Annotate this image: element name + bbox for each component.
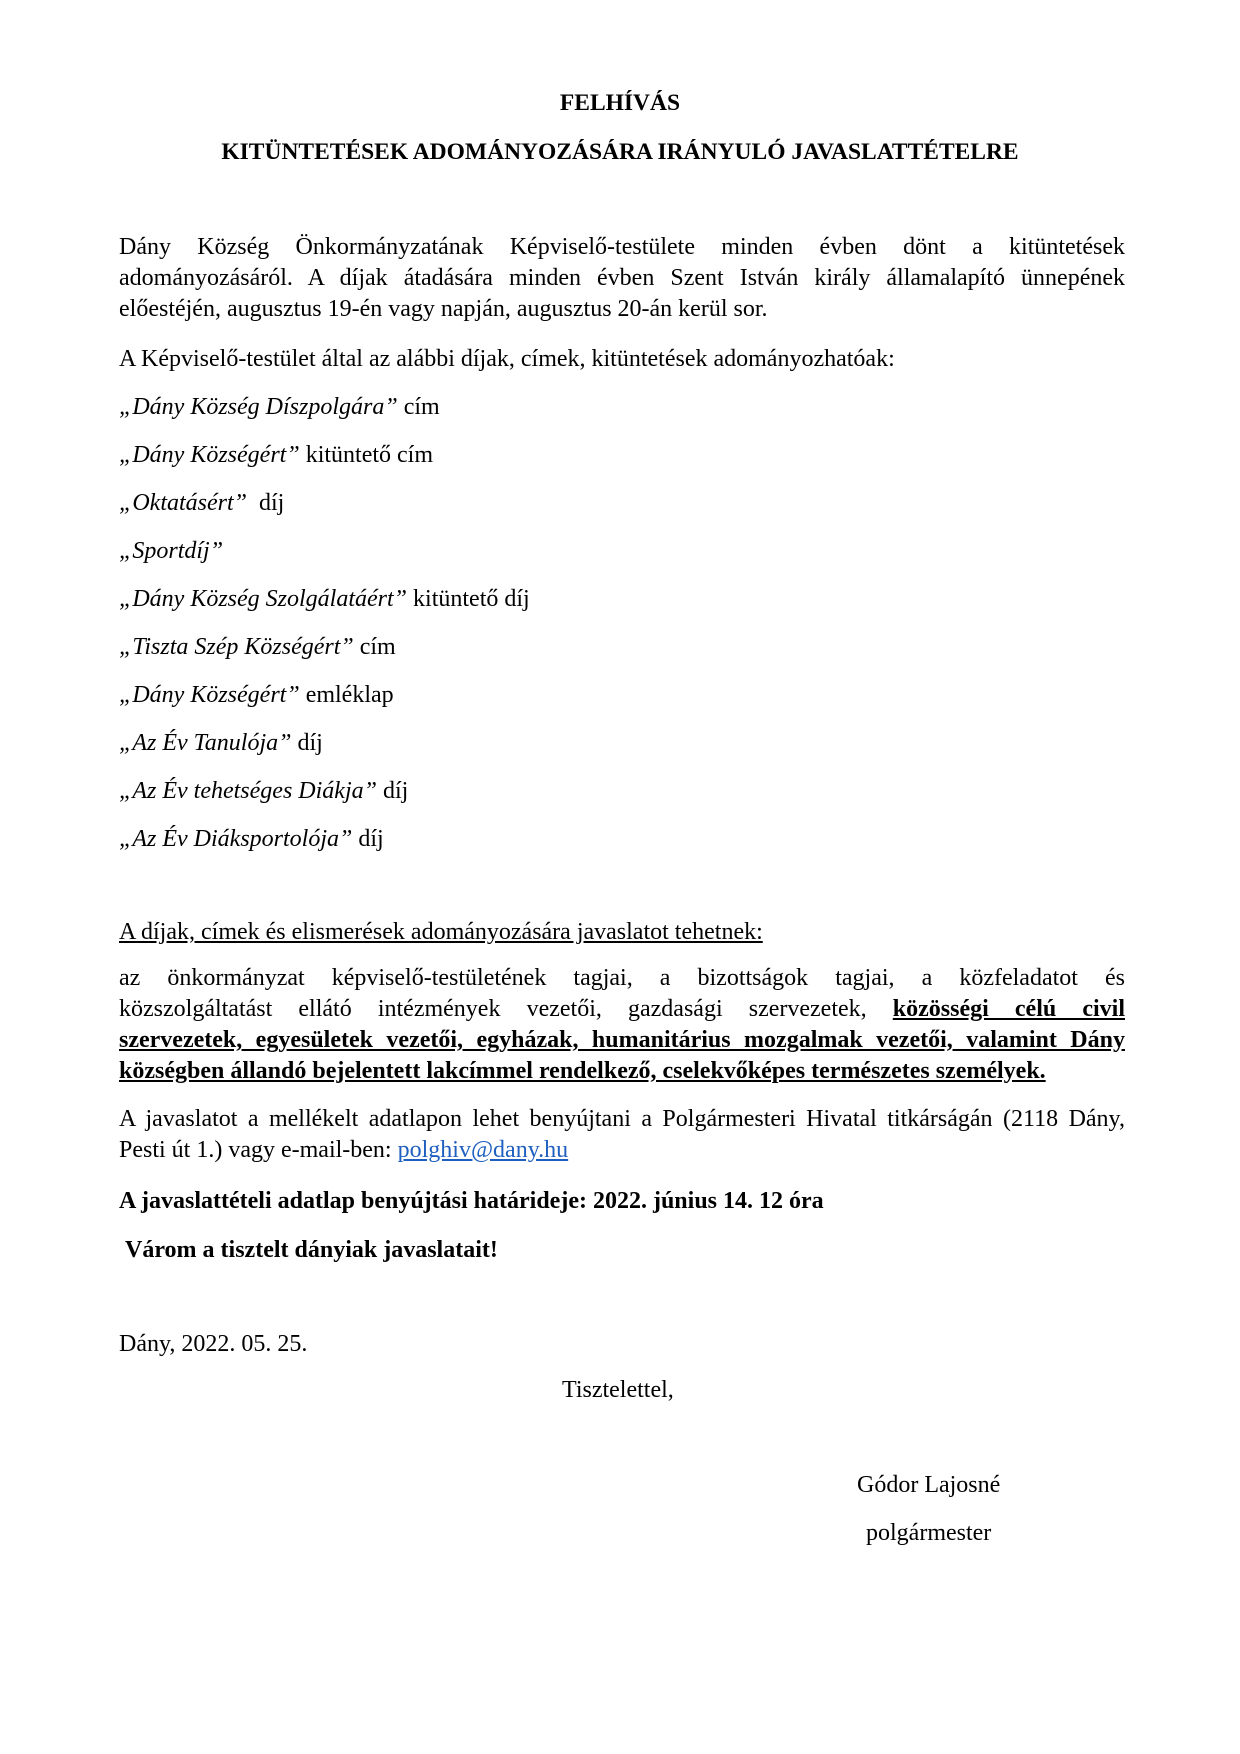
deadline-notice: A javaslattételi adatlap benyújtási határideje: 2022. június 14. 12 óra <box>119 1188 824 1214</box>
awards-list <box>119 392 1125 872</box>
award-name: „Sportdíj” <box>119 538 224 564</box>
proposers-heading: A díjak, címek és elismerések adományozására javaslatot tehetnek: <box>119 919 763 945</box>
award-name: „Az Év tehetséges Diákja” <box>119 778 377 804</box>
award-item <box>119 728 1125 776</box>
award-name: „Dány Községért” <box>119 442 300 468</box>
award-name: „Dány Község Szolgálatáért” <box>119 586 408 612</box>
award-type: emléklap <box>299 682 394 708</box>
proposers-emphasis: közösségi célú civil <box>892 996 1125 1022</box>
award-type: kitüntető cím <box>299 442 433 468</box>
award-name: „Dány Község Díszpolgára” <box>119 394 398 420</box>
greeting: Tisztelettel, <box>562 1377 674 1403</box>
proposers-text: közszolgáltatást ellátó intézmények vezetői, gazdasági szervezetek, <box>119 996 893 1022</box>
award-item <box>119 584 1125 632</box>
award-item <box>119 824 1125 872</box>
closing-line: Várom a tisztelt dányiak javaslatait! <box>125 1237 498 1263</box>
awards-list-heading: A Képviselő-testület által az alábbi díjak, címek, kitüntetések adományozhatóak: <box>119 346 895 372</box>
date-line: Dány, 2022. 05. 25. <box>119 1331 308 1357</box>
award-item <box>119 632 1125 680</box>
award-type: cím <box>397 394 440 420</box>
award-item <box>119 488 1125 536</box>
award-type: díj <box>376 778 409 804</box>
award-item <box>119 440 1125 488</box>
award-name: „Az Év Tanulója” <box>119 730 292 756</box>
award-name: „Tiszta Szép Községért” <box>119 634 354 660</box>
intro-line: adományozásáról. A díjak átadására minden évben Szent István király államalapító ünnepének <box>119 265 1125 291</box>
document-title: FELHÍVÁS <box>559 90 681 116</box>
award-type: díj <box>247 490 285 516</box>
award-item <box>119 392 1125 440</box>
award-type: cím <box>353 634 396 660</box>
award-type: díj <box>352 826 384 852</box>
award-type: díj <box>291 730 323 756</box>
proposers-emphasis: szervezetek, egyesületek vezetői, egyházak, humanitárius mozgalmak vezetői, valamint Dány <box>119 1027 1125 1053</box>
submission-line <box>119 1135 1125 1166</box>
intro-line: előestéjén, augusztus 19-én vagy napján, augusztus 20-án kerül sor. <box>119 296 768 322</box>
submission-paragraph <box>119 1104 1125 1166</box>
award-item <box>119 536 1125 584</box>
award-item <box>119 680 1125 728</box>
award-name: „Oktatásért” <box>119 490 248 516</box>
award-item <box>119 776 1125 824</box>
email-link[interactable]: polghiv@dany.hu <box>397 1137 569 1163</box>
intro-line: Dány Község Önkormányzatának Képviselő-testülete minden évben dönt a kitüntetések <box>119 234 1125 260</box>
submission-line: A javaslatot a mellékelt adatlapon lehet benyújtani a Polgármesteri Hivatal titkárságán (2118 Dány, <box>119 1106 1125 1132</box>
proposers-line <box>119 994 1125 1025</box>
signer-name: Gódor Lajosné <box>857 1472 1001 1498</box>
award-type: kitüntető díj <box>407 586 530 612</box>
proposers-line: az önkormányzat képviselő-testületének tagjai, a bizottságok tagjai, a közfeladatot és <box>119 965 1125 991</box>
award-name: „Az Év Diáksportolója” <box>119 826 353 852</box>
proposers-paragraph <box>119 963 1125 1087</box>
intro-paragraph <box>119 232 1125 325</box>
proposers-emphasis: községben állandó bejelentett lakcímmel rendelkező, cselekvőképes természetes személyek. <box>119 1058 1046 1084</box>
submission-text: Pesti út 1.) vagy e-mail-ben: <box>119 1137 398 1163</box>
signer-title: polgármester <box>866 1520 992 1546</box>
document-subtitle: KITÜNTETÉSEK ADOMÁNYOZÁSÁRA IRÁNYULÓ JAVASLATTÉTELRE <box>221 139 1019 165</box>
award-name: „Dány Községért” <box>119 682 300 708</box>
